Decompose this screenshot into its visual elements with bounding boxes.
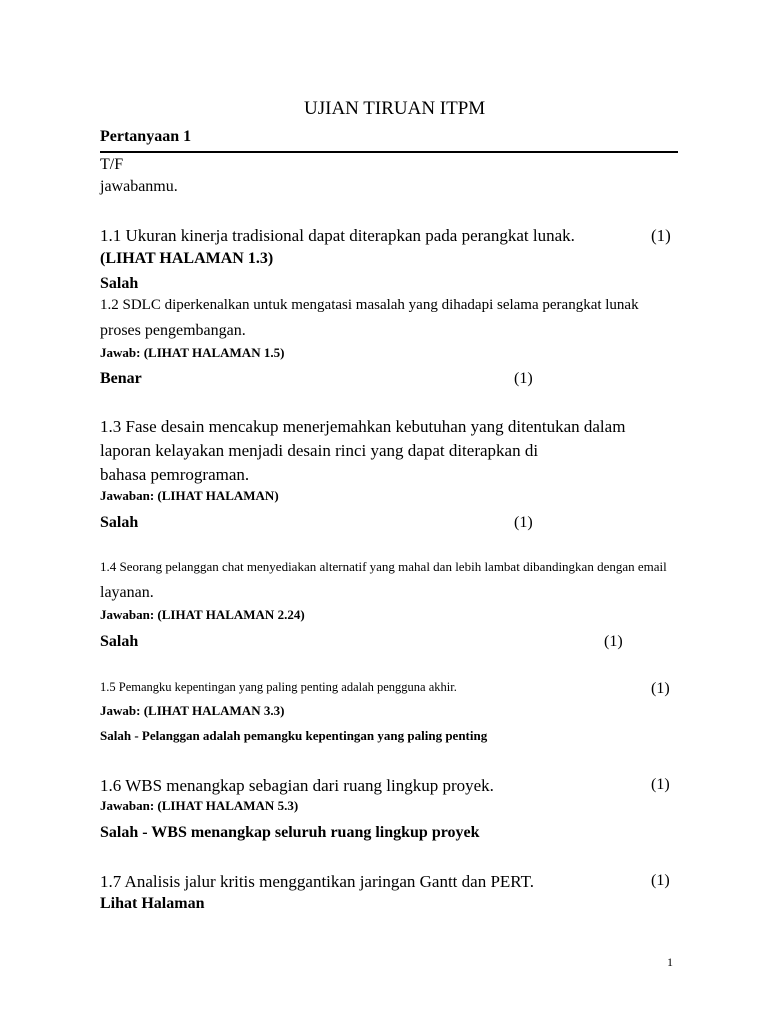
question-mark: (1)	[651, 680, 670, 697]
page-reference: Jawaban: (LIHAT HALAMAN)	[100, 488, 279, 503]
page-reference: (LIHAT HALAMAN 1.3)	[100, 250, 274, 267]
question-text-line-3: bahasa pemrograman.	[100, 465, 250, 484]
question-text-line-2: layanan.	[100, 584, 154, 601]
question-mark: (1)	[651, 776, 670, 793]
question-heading: Pertanyaan 1	[100, 128, 192, 145]
answer: Salah - Pelanggan adalah pemangku kepentingan yang paling penting	[100, 728, 488, 743]
question-mark: (1)	[514, 514, 533, 531]
page-reference: Jawaban: (LIHAT HALAMAN 5.3)	[100, 798, 299, 813]
question-text: 1.4 Seorang pelanggan chat menyediakan alternatif yang mahal dan lebih lambat dibandingkan dengan email	[100, 559, 667, 574]
question-mark: (1)	[514, 370, 533, 387]
question-text: 1.7 Analisis jalur kritis menggantikan jaringan Gantt dan PERT.	[100, 872, 534, 891]
page-reference: Jawaban: (LIHAT HALAMAN 2.24)	[100, 607, 305, 622]
question-text: 1.5 Pemangku kepentingan yang paling penting adalah pengguna akhir.	[100, 680, 457, 694]
answer: Salah	[100, 514, 139, 531]
question-mark: (1)	[651, 226, 671, 245]
question-mark: (1)	[651, 872, 670, 889]
answer: Lihat Halaman	[100, 895, 205, 912]
answer: Salah	[100, 633, 139, 650]
question-text: 1.2 SDLC diperkenalkan untuk mengatasi masalah yang dihadapi selama perangkat lunak	[100, 297, 639, 313]
answer: Salah	[100, 275, 139, 292]
answer: Salah - WBS menangkap seluruh ruang lingkup proyek	[100, 824, 480, 841]
page-reference: Jawab: (LIHAT HALAMAN 3.3)	[100, 703, 285, 718]
answer: Benar	[100, 370, 142, 387]
question-text-line-2: proses pengembangan.	[100, 322, 246, 339]
question-text: 1.3 Fase desain mencakup menerjemahkan kebutuhan yang ditentukan dalam	[100, 417, 626, 436]
question-mark: (1)	[604, 633, 623, 650]
instruction-text: jawabanmu.	[100, 178, 178, 195]
question-text-line-2: laporan kelayakan menjadi desain rinci yang dapat diterapkan di	[100, 441, 539, 460]
page-title: UJIAN TIRUAN ITPM	[304, 98, 486, 119]
page-number: 1	[667, 955, 673, 969]
question-text: 1.6 WBS menangkap sebagian dari ruang lingkup proyek.	[100, 776, 494, 795]
heading-rule	[100, 151, 678, 153]
page-reference: Jawab: (LIHAT HALAMAN 1.5)	[100, 345, 285, 360]
question-text: 1.1 Ukuran kinerja tradisional dapat diterapkan pada perangkat lunak.	[100, 226, 575, 245]
tf-label: T/F	[100, 156, 124, 173]
